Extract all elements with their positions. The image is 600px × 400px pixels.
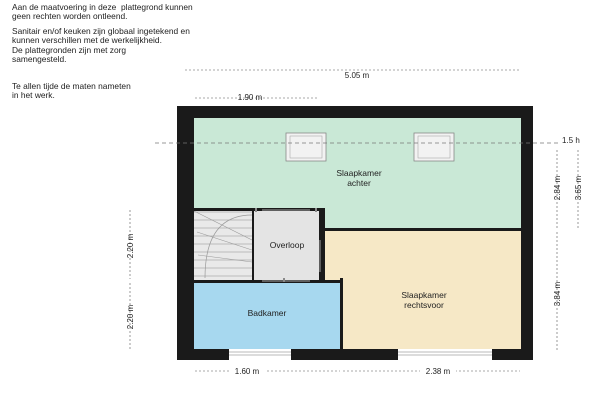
disclaimer-note-3: Te allen tijde de maten nameten in het werk. bbox=[12, 81, 131, 101]
room-label-badkamer: Badkamer bbox=[247, 308, 287, 318]
dim-total-width-label: 5.05 m bbox=[344, 71, 370, 80]
dim-bottom-right-label: 2.38 m bbox=[425, 367, 451, 376]
dim-total-width bbox=[185, 70, 520, 80]
skylight-left bbox=[286, 133, 326, 161]
disclaimer-note-2: Sanitair en/of keuken zijn globaal ingetekend en kunnen verschillen met de werkelijkheid. De plattegronden zijn met zorg samengesteld. bbox=[12, 26, 190, 65]
dim-bottom-right bbox=[343, 366, 520, 376]
room-label-slaapkamer-achter-1: Slaapkamer bbox=[336, 168, 382, 178]
dim-right-outer bbox=[574, 150, 583, 228]
window-bottom-right bbox=[398, 349, 492, 360]
dim-right-inner bbox=[553, 150, 562, 350]
dim-right-lower-label: 3.84 m bbox=[553, 281, 562, 307]
dim-right-upper-label: 2.84 m bbox=[553, 175, 562, 201]
skylight-right bbox=[414, 133, 454, 161]
dim-right-total-label: 3.65 m bbox=[574, 175, 583, 201]
dim-left bbox=[126, 210, 135, 350]
disclaimer-note-1: Aan de maatvoering in deze plattegrond kunnen geen rechten worden ontleend. bbox=[12, 2, 193, 22]
room-label-overloop: Overloop bbox=[269, 240, 305, 250]
height-line-label: 1.5 h bbox=[562, 136, 580, 145]
room-label-slaapkamer-voor-2: rechtsvoor bbox=[404, 300, 444, 310]
dim-bottom-left-label: 1.60 m bbox=[234, 367, 260, 376]
dim-top-width-label: 1.90 m bbox=[237, 93, 263, 102]
room-slaapkamer-achter bbox=[194, 118, 521, 208]
window-bottom-left bbox=[229, 349, 291, 360]
dim-bottom-left bbox=[195, 366, 340, 376]
room-label-slaapkamer-achter-2: achter bbox=[347, 178, 371, 188]
dim-left-lower-label: 2.20 m bbox=[126, 304, 135, 330]
dim-left-upper-label: 2.20 m bbox=[126, 233, 135, 259]
room-label-slaapkamer-voor-1: Slaapkamer bbox=[401, 290, 447, 300]
dim-top-width bbox=[195, 93, 318, 102]
